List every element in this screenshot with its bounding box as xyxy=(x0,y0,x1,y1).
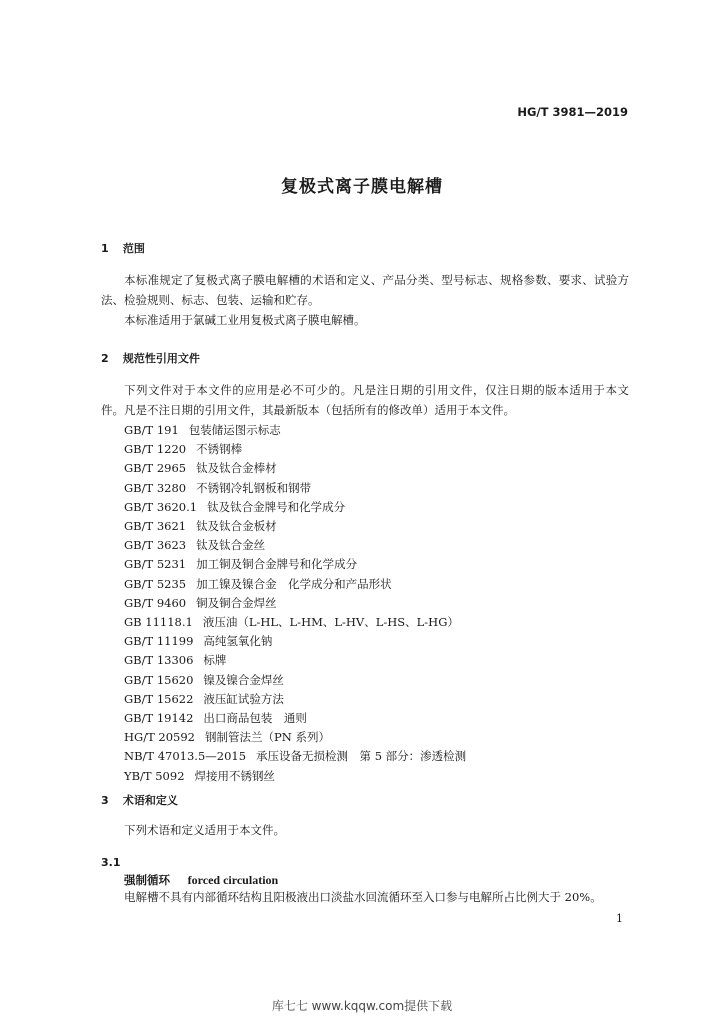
term-english: forced circulation xyxy=(187,873,279,887)
reference-code: GB/T 5231 xyxy=(124,557,187,572)
term-heading xyxy=(124,872,278,888)
reference-code: GB/T 3280 xyxy=(124,480,187,495)
reference-title: 钛及钛合金板材 xyxy=(196,519,277,534)
reference-code: GB/T 191 xyxy=(124,423,179,437)
reference-code: GB/T 15622 xyxy=(124,691,194,706)
reference-code: GB/T 1220 xyxy=(124,442,187,457)
reference-item xyxy=(124,440,466,459)
reference-code: GB/T 11199 xyxy=(124,634,194,649)
reference-item xyxy=(124,517,466,536)
reference-item xyxy=(124,421,466,440)
reference-title: 钛及钛合金棒材 xyxy=(196,461,277,476)
reference-code: GB 11118.1 xyxy=(124,615,193,630)
reference-code: GB/T 19142 xyxy=(124,711,194,726)
section-number: 3 xyxy=(101,794,109,807)
reference-title: 承压设备无损检测 第 5 部分：渗透检测 xyxy=(256,749,467,764)
reference-item xyxy=(124,498,466,517)
reference-code: GB/T 3620.1 xyxy=(124,499,198,514)
reference-item xyxy=(124,555,466,574)
reference-title: 不锈钢棒 xyxy=(196,442,243,457)
reference-item xyxy=(124,459,466,478)
reference-title: 包装储运图示标志 xyxy=(188,423,281,437)
reference-code: GB/T 15620 xyxy=(124,672,194,687)
section-3-heading xyxy=(101,792,178,808)
reference-title: 出口商品包装 通则 xyxy=(203,711,307,726)
document-title: 复极式离子膜电解槽 xyxy=(281,177,443,197)
term-definition: 电解槽不具有内部循环结构且阳极液出口淡盐水回流循环至入口参与电解所占比例大于 20%。 xyxy=(124,890,602,904)
reference-code: GB/T 2965 xyxy=(124,461,187,476)
reference-title: 加工镍及镍合金 化学成分和产品形状 xyxy=(196,576,392,591)
reference-item xyxy=(124,536,466,555)
reference-list xyxy=(124,421,466,786)
term-number: 3.1 xyxy=(101,856,121,869)
reference-item xyxy=(124,594,466,613)
standard-code: HG/T 3981—2019 xyxy=(517,105,628,119)
reference-code: HG/T 20592 xyxy=(124,730,195,745)
reference-title: 不锈钢冷轧钢板和钢带 xyxy=(196,480,312,495)
reference-title: 液压缸试验方法 xyxy=(203,691,284,706)
reference-title: 钛及钛合金牌号和化学成分 xyxy=(207,499,346,514)
reference-item xyxy=(124,671,466,690)
download-watermark: 库七七 www.kqqw.com提供下载 xyxy=(271,999,453,1013)
reference-title: 焊接用不锈钢丝 xyxy=(194,768,276,783)
reference-code: GB/T 3623 xyxy=(124,538,187,553)
reference-title: 铜及铜合金焊丝 xyxy=(196,595,277,610)
reference-title: 加工铜及铜合金牌号和化学成分 xyxy=(196,557,358,572)
reference-item xyxy=(124,632,466,651)
section-title: 范围 xyxy=(122,242,145,255)
reference-title: 标牌 xyxy=(203,653,227,668)
reference-item xyxy=(124,479,466,498)
section-number: 1 xyxy=(101,242,109,255)
terms-intro-paragraph: 下列术语和定义适用于本文件。 xyxy=(124,823,285,837)
section-title: 术语和定义 xyxy=(122,794,178,807)
reference-title: 钛及钛合金丝 xyxy=(196,538,266,553)
reference-title: 液压油（L-HL、L-HM、L-HV、L-HS、L-HG） xyxy=(202,615,459,630)
section-number: 2 xyxy=(101,352,109,365)
reference-code: GB/T 9460 xyxy=(124,595,187,610)
reference-item xyxy=(124,728,466,747)
page-number: 1 xyxy=(616,912,623,925)
reference-code: GB/T 3621 xyxy=(124,519,187,534)
reference-item xyxy=(124,651,466,670)
reference-item xyxy=(124,709,466,728)
reference-item xyxy=(124,747,466,766)
reference-item xyxy=(124,613,466,632)
reference-code: GB/T 5235 xyxy=(124,576,187,591)
reference-title: 镍及镍合金焊丝 xyxy=(203,672,284,687)
reference-item xyxy=(124,767,466,786)
reference-code: GB/T 13306 xyxy=(124,653,194,668)
reference-item xyxy=(124,575,466,594)
section-1-heading xyxy=(101,240,145,256)
section-title: 规范性引用文件 xyxy=(122,352,200,365)
scope-paragraph-1: 本标准规定了复极式离子膜电解槽的术语和定义、产品分类、型号标志、规格参数、要求、试验方法、检验规则、标志、包装、运输和贮存。 xyxy=(101,273,629,307)
reference-code: NB/T 47013.5—2015 xyxy=(124,749,247,764)
reference-title: 钢制管法兰（PN 系列） xyxy=(205,730,330,745)
section-2-heading xyxy=(101,350,200,366)
reference-title: 高纯氢氧化钠 xyxy=(203,634,273,649)
reference-code: YB/T 5092 xyxy=(124,768,185,783)
scope-paragraph-2: 本标准适用于氯碱工业用复极式离子膜电解槽。 xyxy=(124,313,366,327)
term-chinese: 强制循环 xyxy=(124,873,170,887)
refs-intro-paragraph: 下列文件对于本文件的应用是必不可少的。凡是注日期的引用文件，仅注日期的版本适用于本文件。凡是不注日期的引用文件，其最新版本（包括所有的修改单）适用于本文件。 xyxy=(101,383,629,417)
reference-item xyxy=(124,690,466,709)
